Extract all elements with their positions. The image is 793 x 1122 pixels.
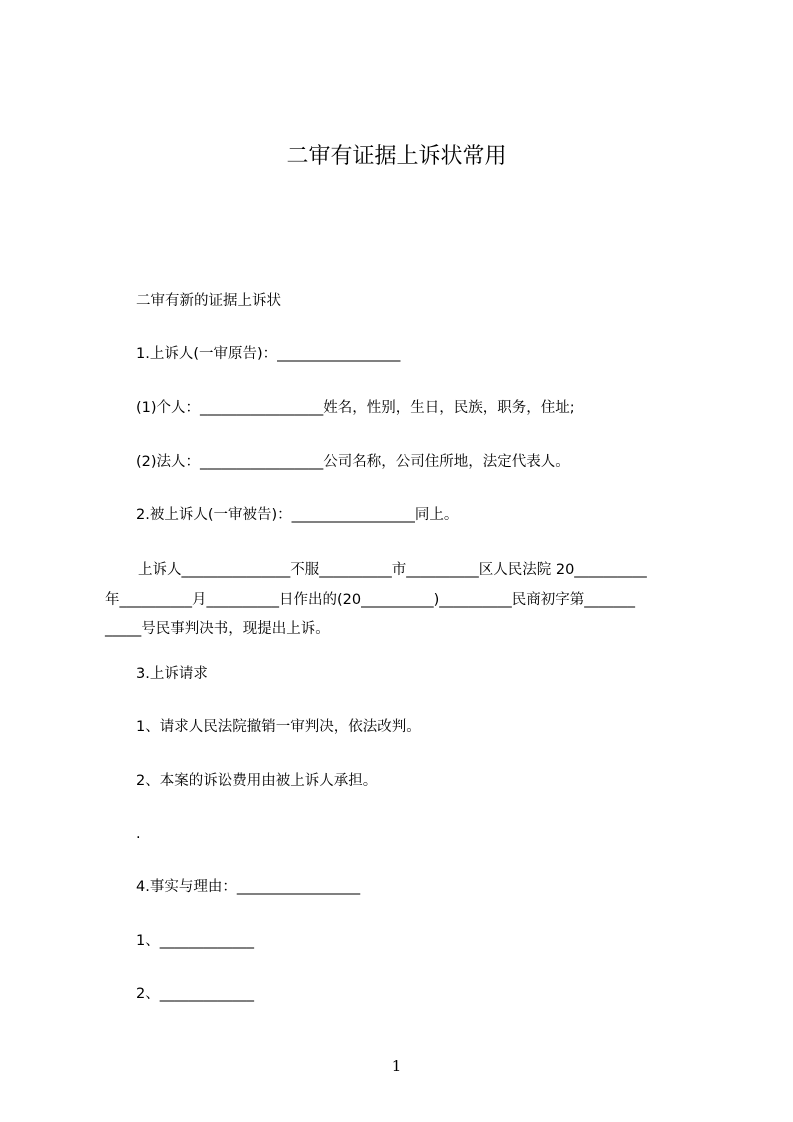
requests-heading: 3.上诉请求 — [136, 666, 208, 682]
appellant-heading: 1.上诉人(一审原告)：_________________ — [136, 346, 401, 362]
individual-line: (1)个人：_________________姓名，性别，生日，民族，职务，住址; — [136, 400, 575, 416]
facts-heading: 4.事实与理由：_________________ — [136, 879, 361, 895]
document-subtitle: 二审有新的证据上诉状 — [136, 293, 281, 309]
document-title: 二审有证据上诉状常用 — [286, 144, 507, 169]
appeal-paragraph-line-1: 上诉人_______________不服__________市__________区人民法院 20__________ — [138, 562, 647, 578]
appeal-paragraph-line-3: _____号民事判决书，现提出上诉。 — [105, 621, 330, 637]
fact-item-2: 2、_____________ — [136, 986, 254, 1002]
page-number: 1 — [391, 1057, 402, 1075]
fact-item-1: 1、_____________ — [136, 933, 254, 949]
request-item-2: 2、本案的诉讼费用由被上诉人承担。 — [136, 773, 378, 789]
appellee-heading: 2.被上诉人(一审被告)：_________________同上。 — [136, 507, 459, 523]
request-item-1: 1、请求人民法院撤销一审判决，依法改判。 — [136, 719, 421, 735]
appeal-paragraph — [105, 556, 705, 645]
legal-person-line: (2)法人：_________________公司名称，公司住所地，法定代表人。 — [136, 454, 570, 470]
appeal-paragraph-line-2: 年__________月__________日作出的(20__________)__________民商初字第_______ — [105, 591, 636, 608]
separator-dot: . — [136, 826, 141, 842]
